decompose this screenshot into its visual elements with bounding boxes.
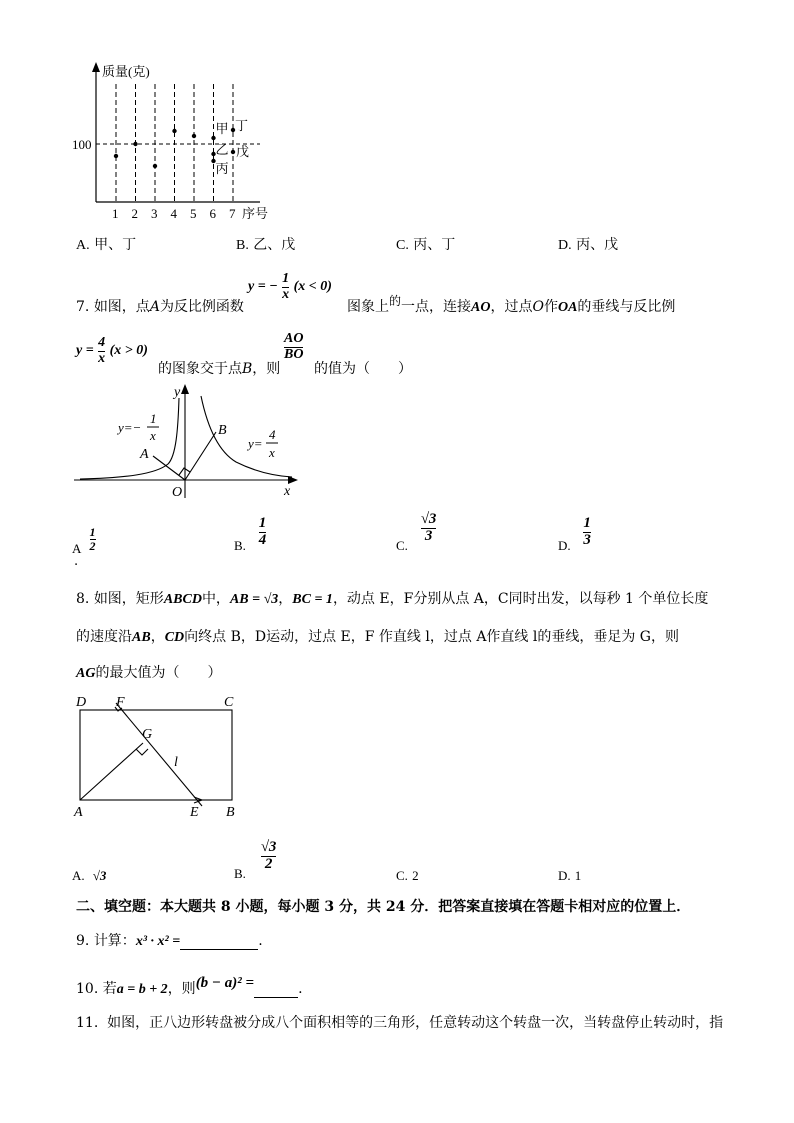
- point-label-3: 戊: [236, 144, 250, 159]
- q8-line2-segments: [76, 629, 679, 645]
- section-fill-in-blank-heading: 二、填空题：本大题共 8 小题，每小题 3 分，共 24 分．把答案直接填在答题卡相对应的位置上．: [76, 899, 691, 915]
- point-label-2: 乙: [215, 142, 229, 157]
- svg-text:4: 4: [269, 427, 276, 442]
- label-D: D: [76, 695, 87, 710]
- q8-option-a[interactable]: A. √3: [72, 868, 107, 883]
- x-tick-1: 1: [112, 206, 119, 221]
- label-E: E: [190, 805, 199, 820]
- text-run-4: ，: [278, 591, 293, 607]
- point-A-label: A: [140, 447, 149, 462]
- data-point-1: [114, 154, 118, 158]
- data-point-2: [133, 142, 137, 146]
- data-point-6: [211, 136, 215, 140]
- point-label-1: 丁: [235, 118, 249, 133]
- x-tick-7: 7: [229, 206, 236, 221]
- text-run-4: 向终点 B，D运动，过点 E，F 作直线 l，过点 A作直线 l的垂线，垂足为 G，则: [184, 629, 679, 645]
- x-tick-4: 4: [170, 206, 177, 221]
- q6-option-c[interactable]: C. 丙、丁: [396, 237, 456, 253]
- segment-OB: [185, 432, 216, 480]
- x-axis-label: 序号: [242, 206, 269, 221]
- data-point-5: [192, 134, 196, 138]
- q7-ratio: $\frac{AO}{BO}$: [284, 331, 304, 362]
- q6-option-a[interactable]: A. 甲、丁: [76, 237, 137, 253]
- q7-stem-line1: 7. 如图，点A为反比例函数: [76, 299, 244, 315]
- q7-stem-line1b: 图象上的一点，连接AO，过点O作OA的垂线与反比例: [347, 294, 676, 315]
- text-run-0: 如图，矩形: [93, 591, 164, 607]
- x-label: x: [284, 484, 291, 499]
- y-label: y: [174, 385, 181, 400]
- q7-stem-line2: 的图象交于点B，则: [158, 361, 281, 377]
- q8-option-b[interactable]: B. $\frac{√3}{2}$: [234, 839, 277, 882]
- label-curve-1: [116, 411, 159, 443]
- q6-option-d[interactable]: D. 丙、戊: [558, 237, 619, 253]
- text-run-0: 的速度沿: [76, 629, 132, 645]
- x-tick-5: 5: [190, 206, 197, 221]
- math-expr-5: BC = 1: [292, 592, 333, 607]
- q7-option-a[interactable]: A $\frac{1}{2}$ .: [72, 525, 96, 569]
- svg-text:y=: y=: [248, 436, 263, 451]
- math-expr-3: CD: [164, 630, 185, 645]
- q8-stem-line3: AG的最大值为（ ）: [76, 665, 222, 681]
- y-axis-arrow: [181, 384, 189, 394]
- right-angle-mark-G: [136, 749, 148, 755]
- label-G: G: [142, 727, 153, 742]
- label-l: l: [174, 755, 178, 770]
- q10: 10. 若a = b + 2，则(b − a)² = .: [76, 975, 303, 997]
- label-curve-2: [246, 427, 278, 460]
- label-C: C: [224, 695, 234, 710]
- data-point-3: [153, 164, 157, 168]
- point-B-label: B: [218, 423, 227, 438]
- q8-line1-segments: [94, 591, 709, 607]
- svg-text:x: x: [269, 445, 275, 460]
- segment-AG: [80, 743, 143, 800]
- label-A: A: [74, 805, 83, 820]
- svg-text:1: 1: [150, 411, 157, 426]
- q9-answer-blank[interactable]: [180, 933, 258, 950]
- q7-function-1: y = − $\frac{1}{x}$ (x < 0): [248, 271, 332, 302]
- math-expr-1: AB: [132, 630, 151, 645]
- label-F: F: [116, 695, 125, 710]
- text-run-6: ，动点 E，F分别从点 A，C同时出发，以每秒 1 个单位长度: [332, 591, 709, 607]
- svg-text:x: x: [150, 428, 156, 443]
- point-label-0: 甲: [215, 121, 229, 136]
- curve-4-over-x: [201, 396, 292, 477]
- q8-stem-line2: [76, 626, 679, 646]
- q6-option-b[interactable]: B. 乙、戊: [236, 237, 296, 253]
- rectangle-ABCD: [80, 710, 232, 800]
- q9: 9. 计算：x³ · x² = .: [76, 933, 263, 949]
- text-run-2: ，: [150, 629, 165, 645]
- q7-option-b[interactable]: B. $\frac{1}{4}$: [234, 515, 267, 554]
- line-l: [116, 703, 202, 806]
- q7-stem-end: 的值为（ ）: [314, 361, 412, 377]
- math-expr-3: AB = √3: [229, 592, 279, 607]
- label-B: B: [226, 805, 235, 820]
- x-tick-2: 2: [131, 206, 138, 221]
- q8-stem-line1: 8. 如图，矩形ABCD中，AB = √3，BC = 1，动点 E，F分别从点 A，C同时出发，以每秒 1 个单位长度: [76, 591, 709, 607]
- q8-rectangle-figure: [66, 690, 246, 820]
- text-run-2: 中，: [201, 591, 230, 607]
- svg-text:y=−: y=−: [118, 420, 142, 435]
- point-label-4: 丙: [215, 161, 229, 176]
- y-axis-label: 质量(克): [102, 64, 150, 79]
- q6-mass-chart: [60, 58, 300, 228]
- math-expr-1: ABCD: [163, 592, 202, 607]
- curve-neg-inv-x: [80, 398, 179, 479]
- q7-hyperbola-figure: [66, 380, 306, 500]
- q7-option-c[interactable]: C. $\frac{√3}{3}$: [396, 511, 437, 554]
- q8-option-c[interactable]: C. 2: [396, 868, 419, 883]
- origin-label: O: [172, 485, 183, 500]
- data-point-4: [172, 129, 176, 133]
- q8-option-d[interactable]: D. 1: [558, 868, 582, 883]
- data-point-7b: [231, 150, 235, 154]
- segment-AO: [153, 456, 185, 480]
- q11: 11. 如图，正八边形转盘被分成八个面积相等的三角形，任意转动这个转盘一次，当转盘停止转动时，指: [76, 1015, 724, 1031]
- q7-option-d[interactable]: D. $\frac{1}{3}$: [558, 515, 591, 554]
- q10-answer-blank[interactable]: [254, 981, 298, 998]
- x-tick-3: 3: [151, 206, 158, 221]
- x-tick-6: 6: [209, 206, 216, 221]
- q7-function-2: y = $\frac{4}{x}$ (x > 0): [76, 335, 148, 366]
- y-axis-arrow: [92, 62, 100, 72]
- reference-label: 100: [72, 137, 92, 152]
